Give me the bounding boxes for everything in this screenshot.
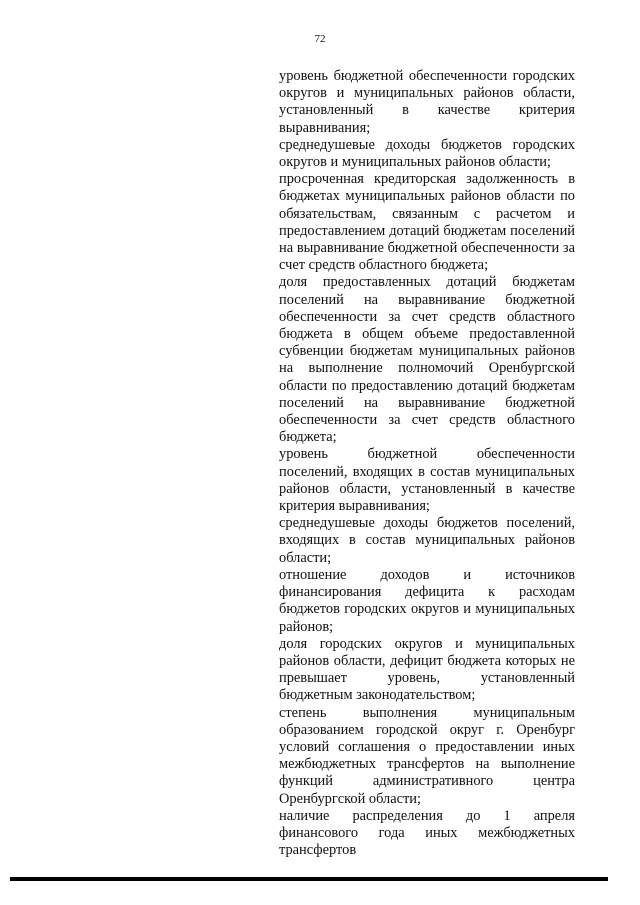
bottom-rule bbox=[10, 877, 608, 881]
paragraph: среднедушевые доходы бюджетов поселений, входящих в состав муниципальных районов области; bbox=[279, 515, 575, 566]
paragraph: наличие распределения до 1 апреля финансового года иных межбюджетных трансфертов bbox=[279, 807, 575, 859]
paragraph: отношение доходов и источников финансирования дефицита к расходам бюджетов городских округов и муниципальных районов; bbox=[279, 566, 575, 635]
paragraph: просроченная кредиторская задолженность в бюджетах муниципальных районов области по обязательствам, связанным с расчетом и предоставлением дотаций бюджетам поселений на выравнивание бюджетной обеспеченности за счет средств областного бюджета; bbox=[279, 171, 575, 274]
page-number: 72 bbox=[314, 33, 326, 45]
paragraph: степень выполнения муниципальным образованием городской округ г. Оренбург условий соглашения о предоставлении иных межбюджетных трансфертов на выполнение функций административного центра Оренбургской области; bbox=[279, 704, 575, 807]
document-body bbox=[279, 68, 575, 859]
paragraph: доля городских округов и муниципальных районов области, дефицит бюджета которых не превышает уровень, установленный бюджетным законодательством; bbox=[279, 635, 575, 704]
paragraph: доля предоставленных дотаций бюджетам поселений на выравнивание бюджетной обеспеченности за счет средств областного бюджета в общем объеме предоставленной субвенции бюджетам муниципальных районов на выполнение полномочий Оренбургской области по предоставлению дотаций бюджетам поселений на выравнивание бюджетной обеспеченности за счет средств областного бюджета; bbox=[279, 274, 575, 446]
paragraph: уровень бюджетной обеспеченности поселений, входящих в состав муниципальных районов области, установленный в качестве критерия выравнивания; bbox=[279, 446, 575, 515]
paragraph: уровень бюджетной обеспеченности городских округов и муниципальных районов области, установленный в качестве критерия выравнивания; bbox=[279, 68, 575, 136]
paragraph: среднедушевые доходы бюджетов городских округов и муниципальных районов области; bbox=[279, 136, 575, 171]
